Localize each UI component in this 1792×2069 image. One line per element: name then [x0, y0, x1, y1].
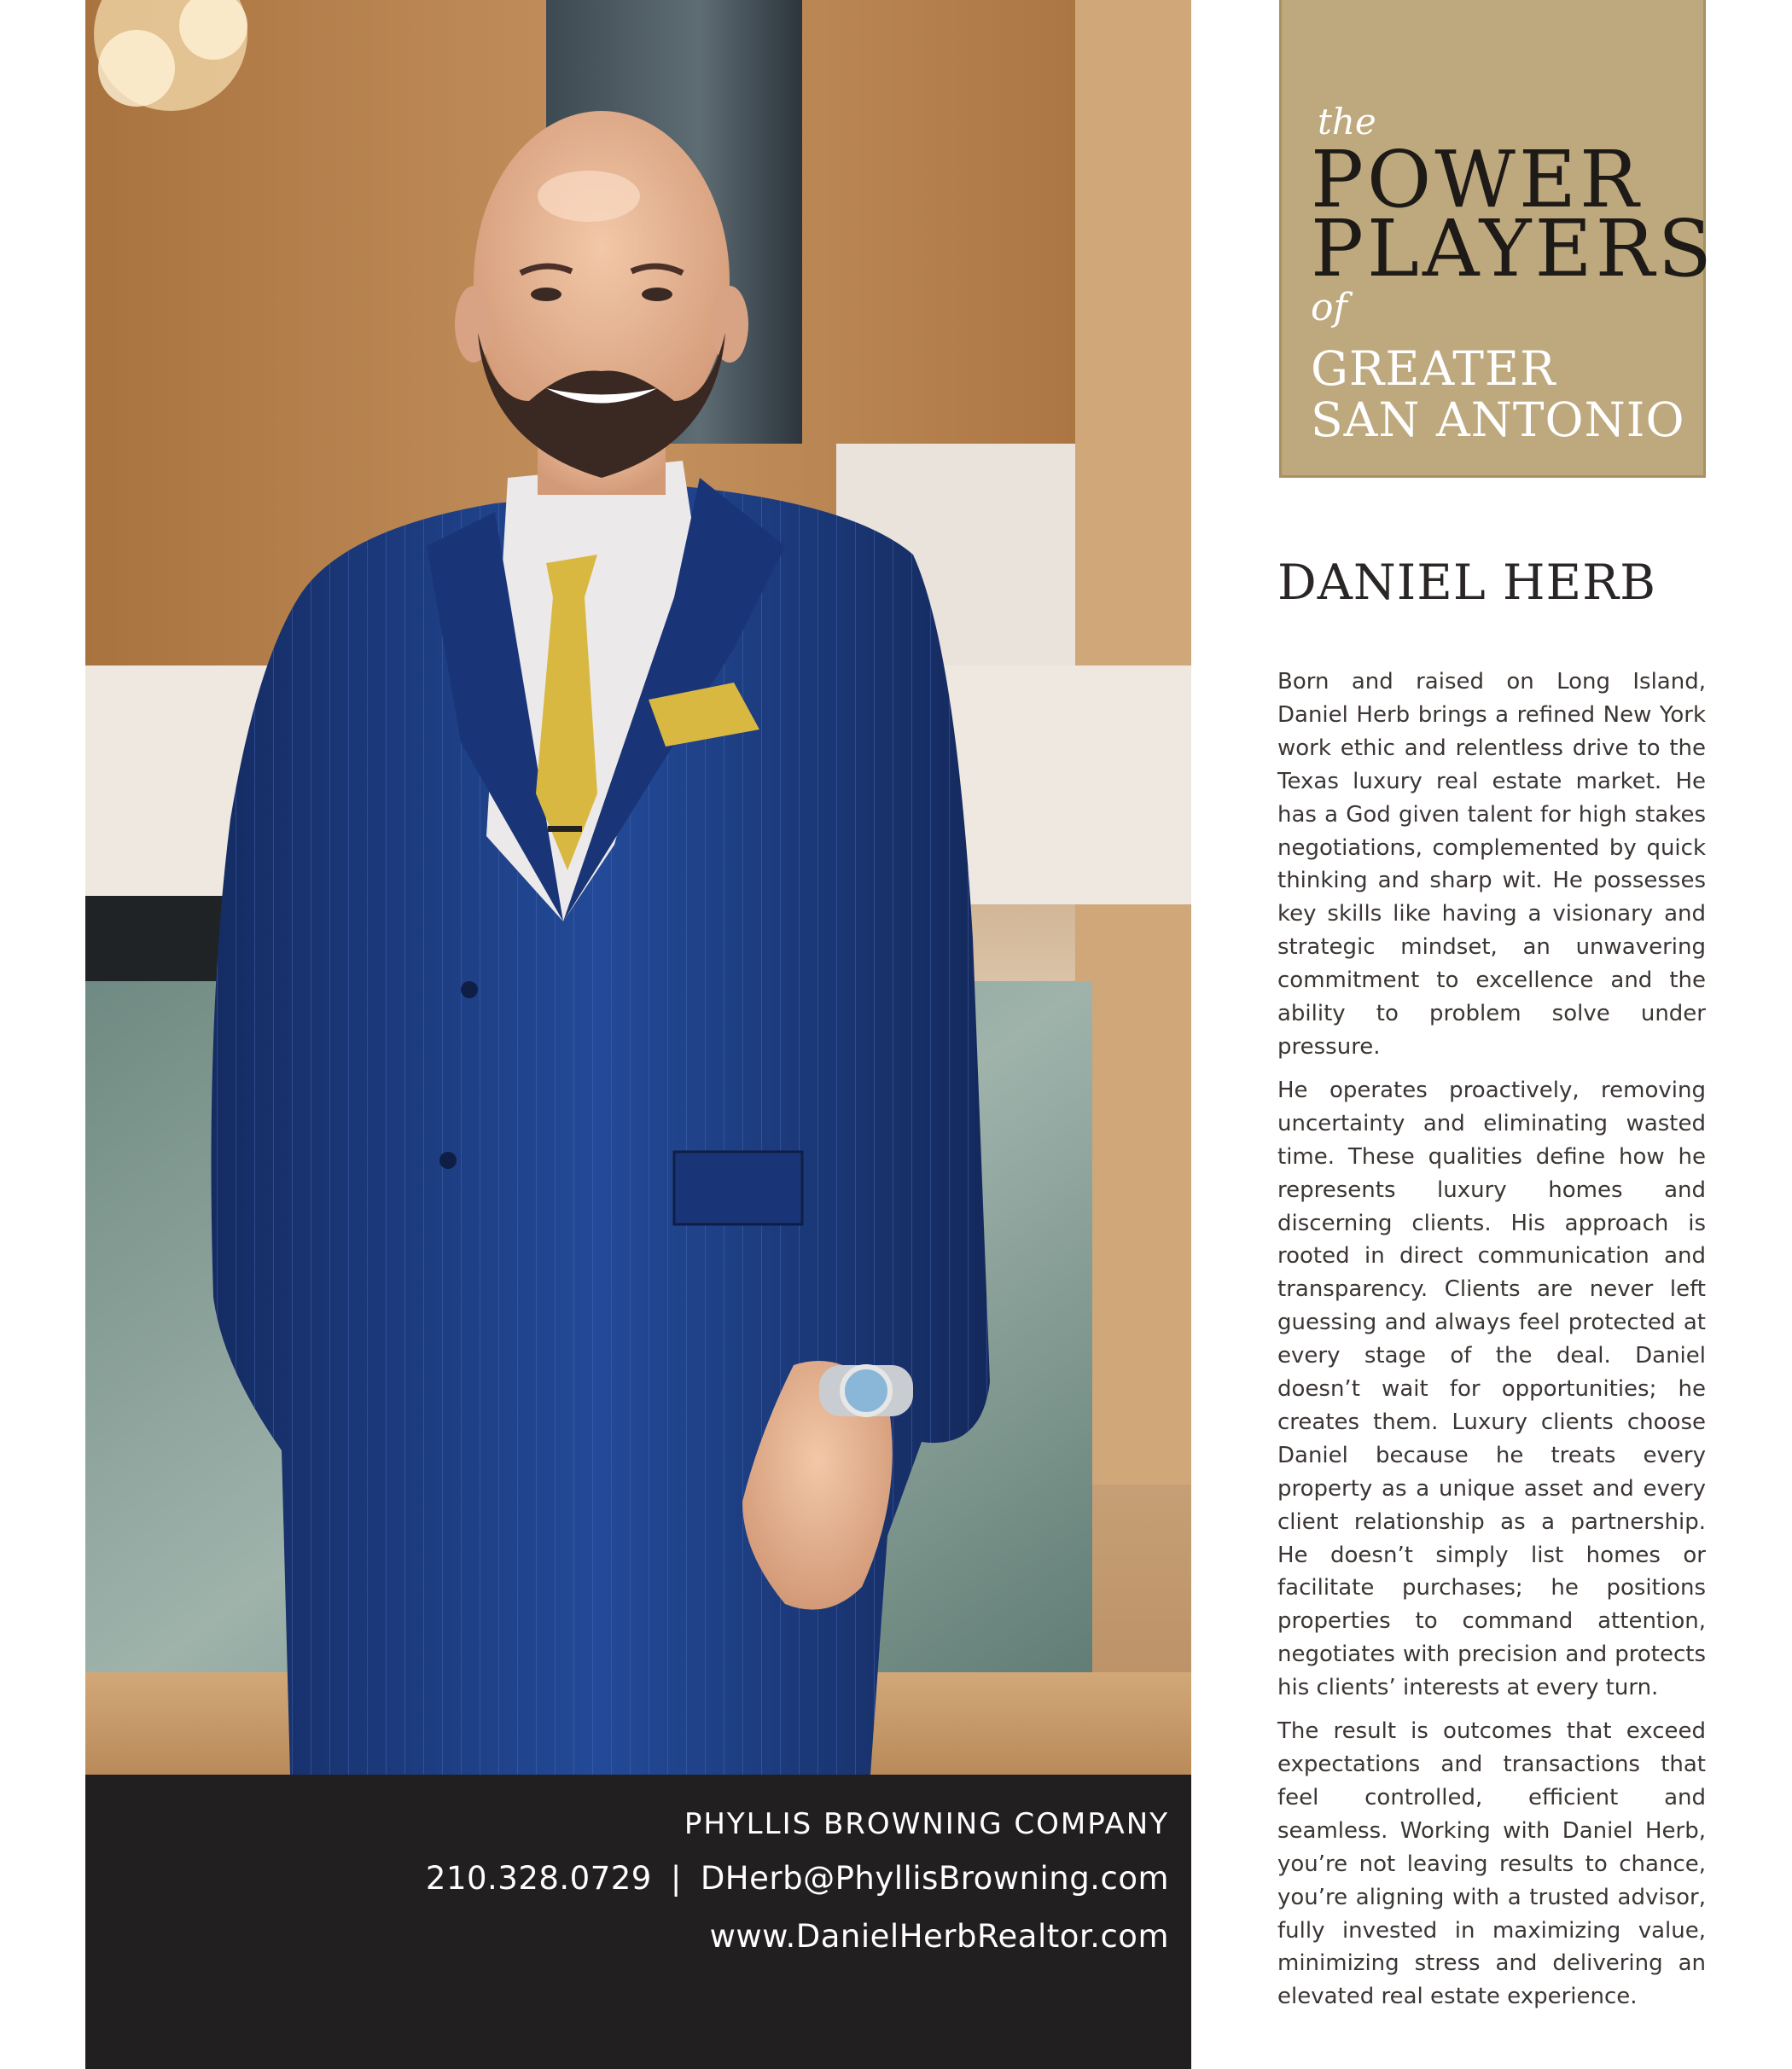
- title-the: the: [1318, 101, 1376, 142]
- phone-email-line: [426, 1860, 1169, 1897]
- title-players: PLAYERS: [1311, 203, 1715, 294]
- agent-portrait-photo: [85, 0, 1191, 1775]
- title-of: of: [1311, 286, 1347, 329]
- bio-paragraph: The result is outcomes that exceed expectations and transactions that feel controlled, efficient and seamless. Working with Daniel Herb, you’re not leaving results to chance, you’re aligning with a trusted advisor, fully invested in maximizing value, minimizing stress and delivering an elevated real estate experience.: [1277, 1718, 1706, 2010]
- contact-bar: [85, 1775, 1191, 2069]
- bio-paragraph: He operates proactively, removing uncertainty and eliminating wasted time. These qualities define how he represents luxury homes and discerning clients. His approach is rooted in direct communication and transparency. Clients are never left guessing and always feel protected at every stage of the deal. Daniel doesn’t wait for opportunities; he creates them. Luxury clients choose Daniel because he treats every property as a unique asset and every client relationship as a partnership. He doesn’t simply list homes or facilitate purchases; he positions properties to command attention, negotiates with precision and protects his clients’ interests at every turn.: [1277, 1077, 1706, 1701]
- email-link[interactable]: DHerb@PhyllisBrowning.com: [700, 1860, 1169, 1897]
- agent-bio: [1277, 665, 1706, 2024]
- title-city: SAN ANTONIO: [1311, 392, 1685, 447]
- contact-separator: |: [670, 1860, 682, 1897]
- portrait-illustration: [85, 0, 1191, 1775]
- phone-number[interactable]: 210.328.0729: [425, 1860, 652, 1897]
- title-power: POWER: [1311, 134, 1643, 225]
- website-link[interactable]: www.DanielHerbRealtor.com: [709, 1918, 1169, 1955]
- power-players-title-box: [1279, 0, 1715, 478]
- bio-paragraph: Born and raised on Long Island, Daniel Herb brings a refined New York work ethic and relentless drive to the Texas luxury real estate market. He has a God given talent for high stakes negotiations, complemented by quick thinking and sharp wit. He possesses key skills like having a visionary and strategic mindset, an unwavering commitment to excellence and the ability to problem solve under pressure.: [1277, 669, 1706, 1060]
- agent-name-heading: DANIEL HERB: [1277, 555, 1656, 611]
- title-greater: GREATER: [1311, 341, 1556, 396]
- company-name: PHYLLIS BROWNING COMPANY: [684, 1807, 1169, 1841]
